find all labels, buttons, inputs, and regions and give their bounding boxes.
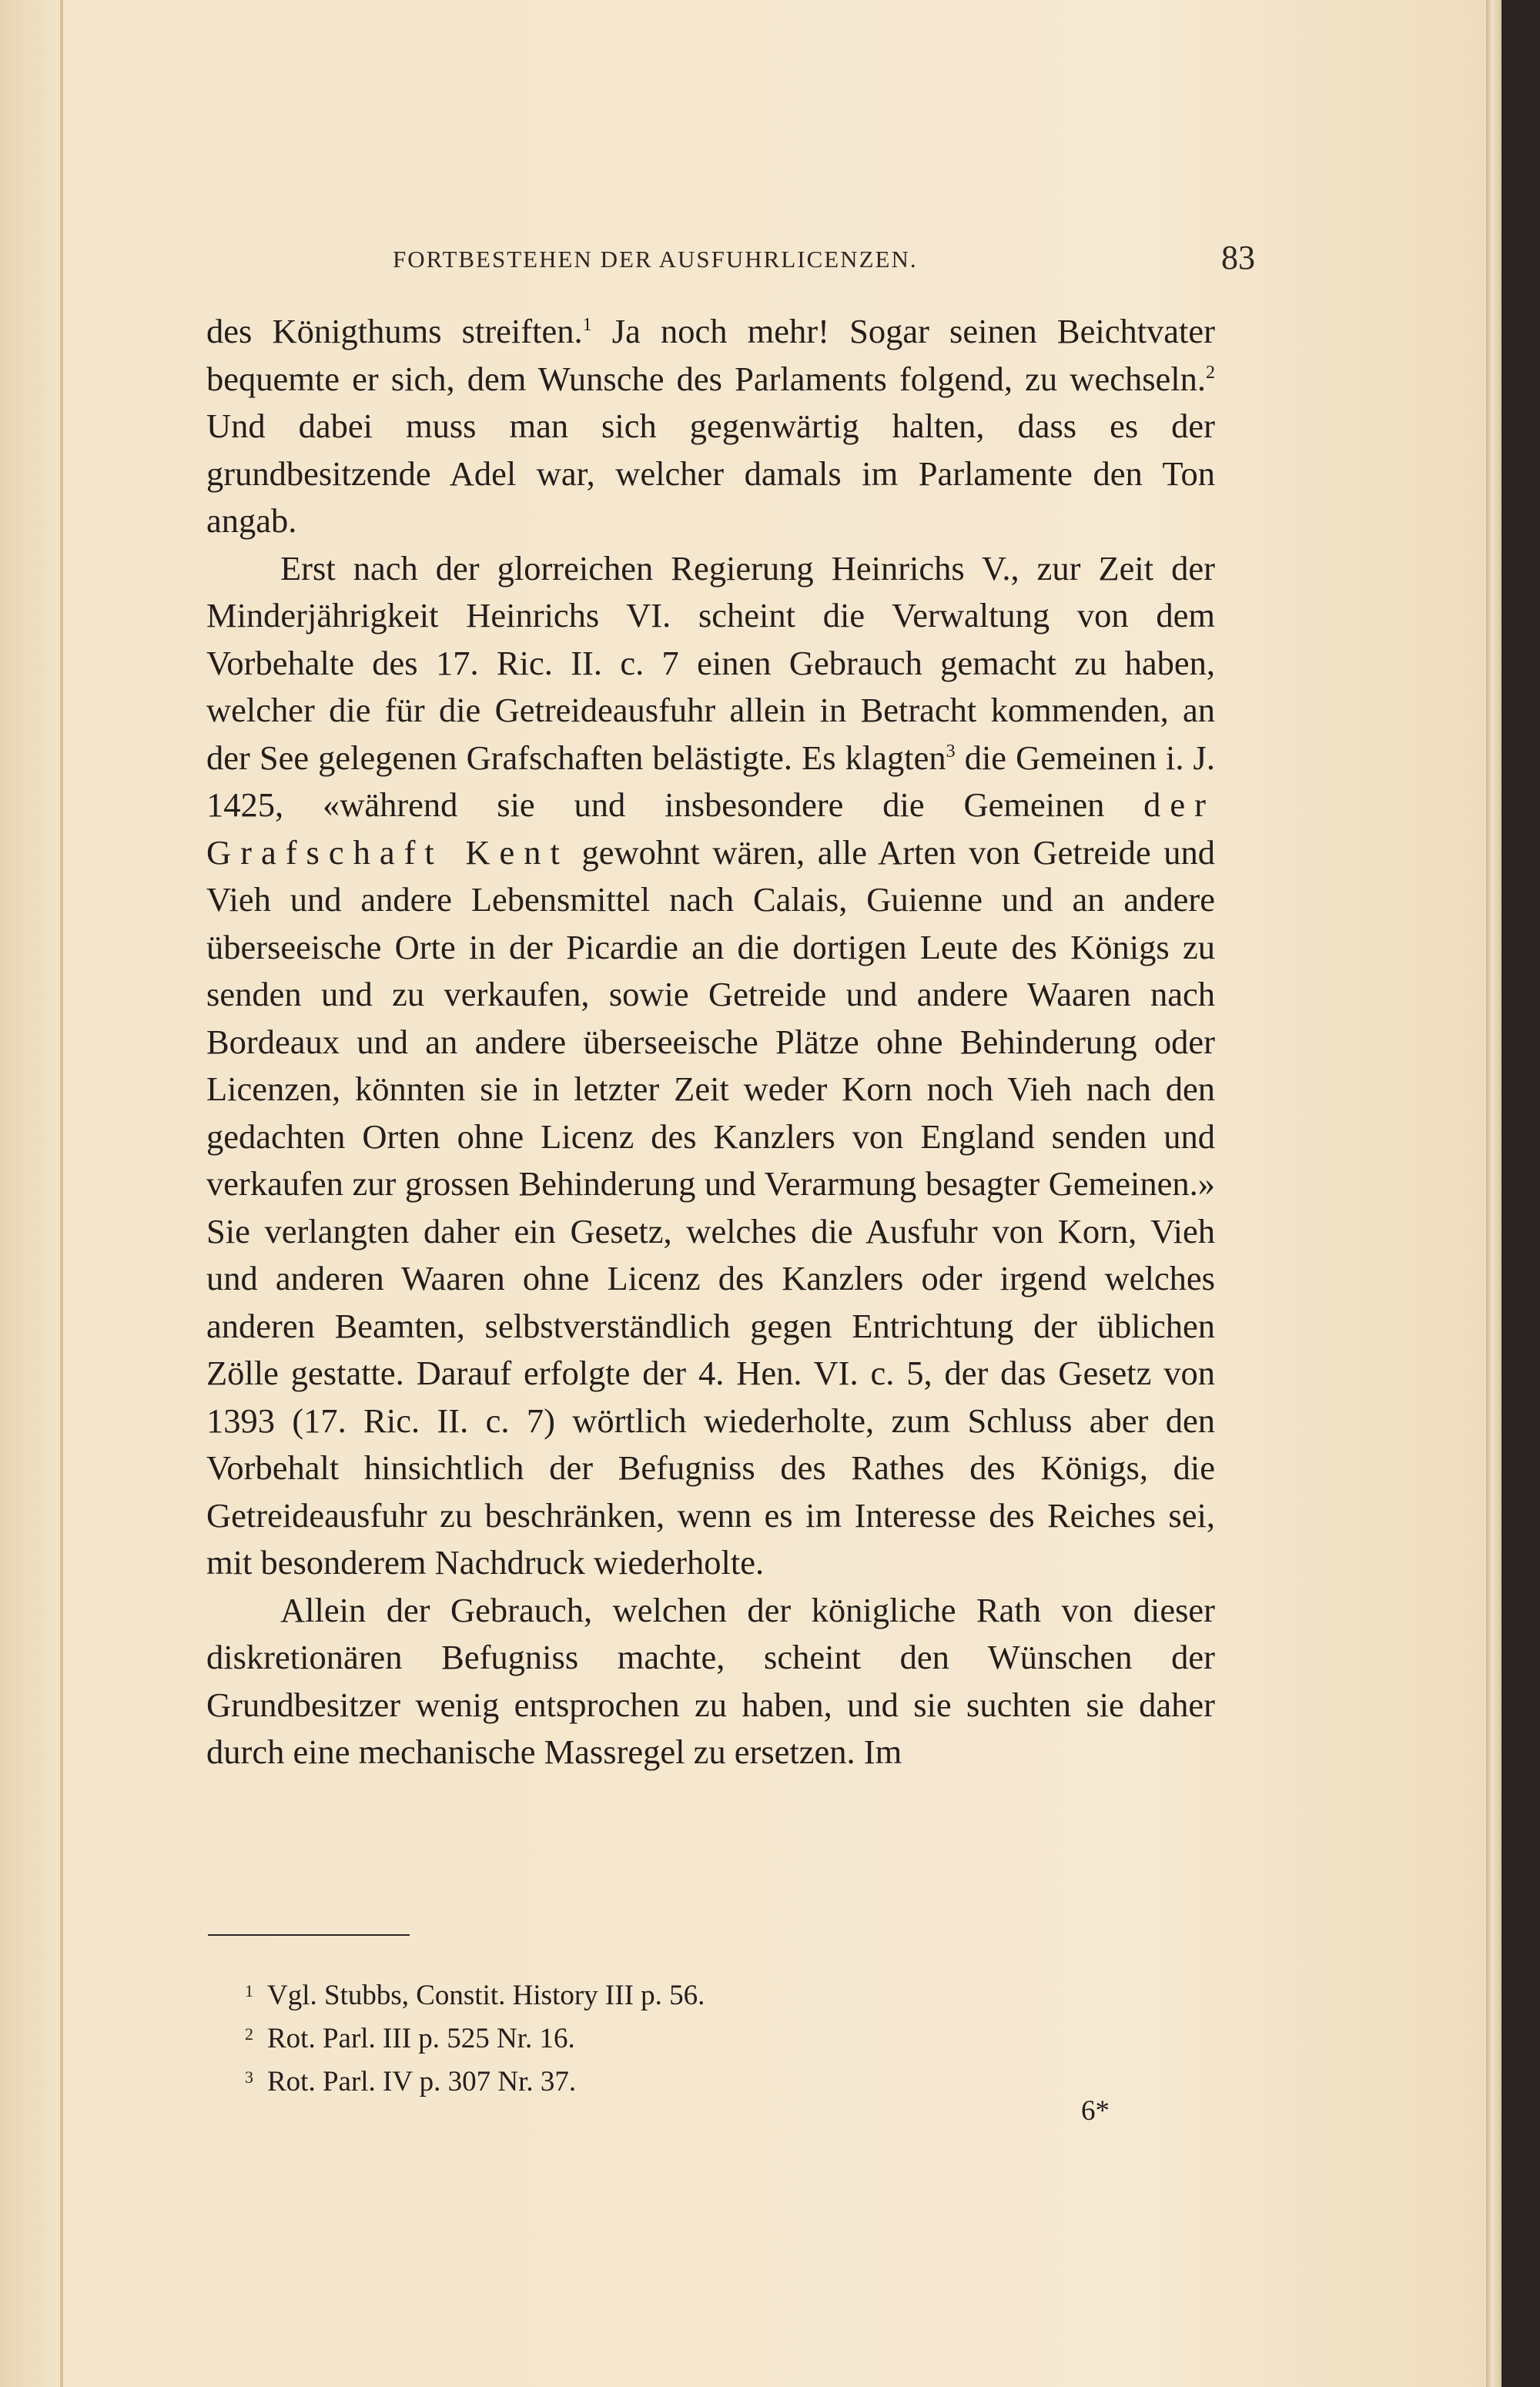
text-span: des Königthums streiften.	[206, 312, 583, 350]
footnote-ref-2: 2	[1206, 362, 1215, 383]
page-gutter	[60, 0, 63, 2387]
footnote-3	[245, 2061, 1015, 2104]
paragraph-3: Allein der Gebrauch, welchen der königliche Rath von dieser diskretionären Befugniss machte, scheint den Wünschen der Grundbesitzer wenig entsprochen zu haben, und sie suchten sie daher durch eine mechanische Massregel zu ersetzen. Im	[206, 1590, 1215, 1771]
running-head	[208, 235, 1255, 281]
body-text	[206, 308, 1215, 1776]
text-span: Ja noch mehr! Sogar seinen Beichtvater bequemte er sich, dem Wunsche des Parlaments folgend, zu wechseln.	[206, 312, 1215, 398]
paragraph-2	[206, 545, 1215, 1587]
paragraph-1	[206, 308, 1215, 545]
footnote-text: Vgl. Stubbs, Constit. History III p. 56.	[267, 1980, 705, 2011]
page-edge	[1486, 0, 1502, 2387]
text-span: gewohnt wären, alle Arten von Getreide und Vieh und andere Lebensmittel nach Calais, Guienne und an andere überseeische Orte in der Picardie an die dortigen Leute des Königs zu senden und zu verkaufen, sowie Getreide und andere Waaren nach Bordeaux und an andere überseeische Plätze ohne Behinderung oder Licenzen, könnten sie in letzter Zeit weder Korn noch Vieh nach den gedachten Orten ohne Licenz des Kanzlers von England senden und verkaufen zur grossen Behinderung und Verarmung besagter Gemeinen.» Sie verlangten daher ein Gesetz, welches die Ausfuhr von Korn, Vieh und anderen Waaren ohne Licenz des Kanzlers oder irgend welches anderen Beamten, selbstverständlich gegen Entrichtung der üblichen Zölle gestatte. Darauf erfolgte der 4. Hen. VI. c. 5, der das Gesetz von 1393 (17. Ric. II. c. 7) wörtlich wiederholte, zum Schluss aber den Vorbehalt hinsichtlich der Befugniss des Rathes des Königs, die Getreideausfuhr zu beschränken, wenn es im Interesse des Reiches sei, mit besonderem Nachdruck wiederholte.	[206, 832, 1215, 1582]
footnote-text: Rot. Parl. IV p. 307 Nr. 37.	[267, 2066, 577, 2097]
text-span: die Gemeinen i. J. 1425, «während sie und insbesondere die Gemeinen	[206, 738, 1215, 824]
footnote-text: Rot. Parl. III p. 525 Nr. 16.	[267, 2023, 575, 2054]
footnote-number: 1	[245, 1981, 253, 2000]
footnote-number: 2	[245, 2024, 253, 2044]
running-head-title: FORTBESTEHEN DER AUSFUHRLICENZEN.	[393, 246, 918, 273]
signature-mark: 6*	[1081, 2095, 1110, 2127]
text-span: Erst nach der glorreichen Regierung Heinrichs V., zur Zeit der Minderjährigkeit Heinrichs VI. scheint die Verwaltung von dem Vorbehalte des 17. Ric. II. c. 7 einen Gebrauch gemacht zu haben, welcher die für die Getreideausfuhr allein in Betracht kommenden, an der See gelegenen Grafschaften belästigte. Es klagten	[206, 548, 1215, 777]
footnote-1	[245, 1974, 1015, 2017]
footnote-divider	[208, 1934, 410, 1936]
text-span: Und dabei muss man sich gegenwärtig halten, dass es der grundbesitzende Adel war, welcher damals im Parlamente den Ton angab.	[206, 407, 1215, 540]
footnotes	[245, 1974, 1015, 2104]
spaced-emphasis: der Grafschaft Kent	[206, 785, 1215, 872]
page-number: 83	[1221, 239, 1255, 276]
footnote-number: 3	[245, 2067, 253, 2087]
footnote-ref-1: 1	[582, 315, 592, 335]
footnote-2	[245, 2017, 1015, 2061]
footnote-ref-3: 3	[946, 741, 956, 762]
